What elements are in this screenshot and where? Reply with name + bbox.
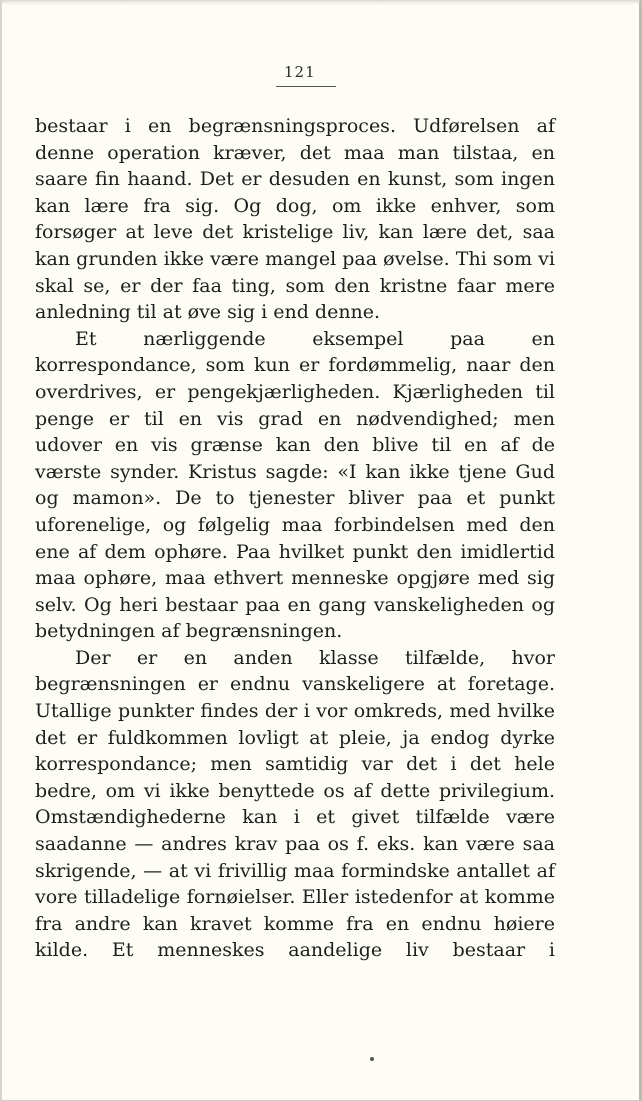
page-number: 121 (284, 63, 316, 81)
body-text (35, 113, 555, 964)
page-number-rule (276, 86, 336, 87)
ink-speck (370, 1057, 374, 1061)
paragraph-2: Et nærliggende eksempel paa en korrespondance, som kun er fordømmelig, naar den overdrives, er pengekjærligheden. Kjærligheden til penge er til en vis grad en nødvendighed; men udover en vis grænse kan den blive til en af de værste synder. Kristus sagde: «I kan ikke tjene Gud og mamon». De to tjenester bliver paa et punkt uforenelige, og følgelig maa forbindelsen med den ene af dem ophøre. Paa hvilket punkt den imidlertid maa ophøre, maa ethvert menneske opgjøre med sig selv. Og heri bestaar paa en gang vanskeligheden og betydningen af begrænsningen. (35, 327, 555, 643)
page-top-edge (2, 1, 639, 5)
paragraph-1: bestaar i en begrænsningsproces. Udførelsen af denne operation kræver, det maa man tilstaa, en saare fin haand. Det er desuden en kunst, som ingen kan lære fra sig. Og dog, om ikke enhver, som forsøger at leve det kristelige liv, kan lære det, saa kan grunden ikke være mangel paa øvelse. Thi som vi skal se, er der faa ting, som den kristne faar mere anledning til at øve sig i end denne. (35, 115, 555, 324)
paragraph-3: Der er en anden klasse tilfælde, hvor begrænsningen er endnu vanskeligere at foretage. Utallige punkter findes der i vor omkreds, med hvilke det er fuldkommen lovligt at pleie, ja endog dyrke korrespondance; men samtidig var det i det hele bedre, om vi ikke benyttede os af dette privilegium. Omstændighederne kan i et givet tilfælde være saadanne — andres krav paa os f. eks. kan være saa skrigende, — at vi frivillig maa formindske antallet af vore tilladelige fornøielser. Eller istedenfor at komme fra andre kan kravet komme fra en endnu høiere kilde. Et menneskes aandelige liv bestaar i (35, 646, 555, 962)
